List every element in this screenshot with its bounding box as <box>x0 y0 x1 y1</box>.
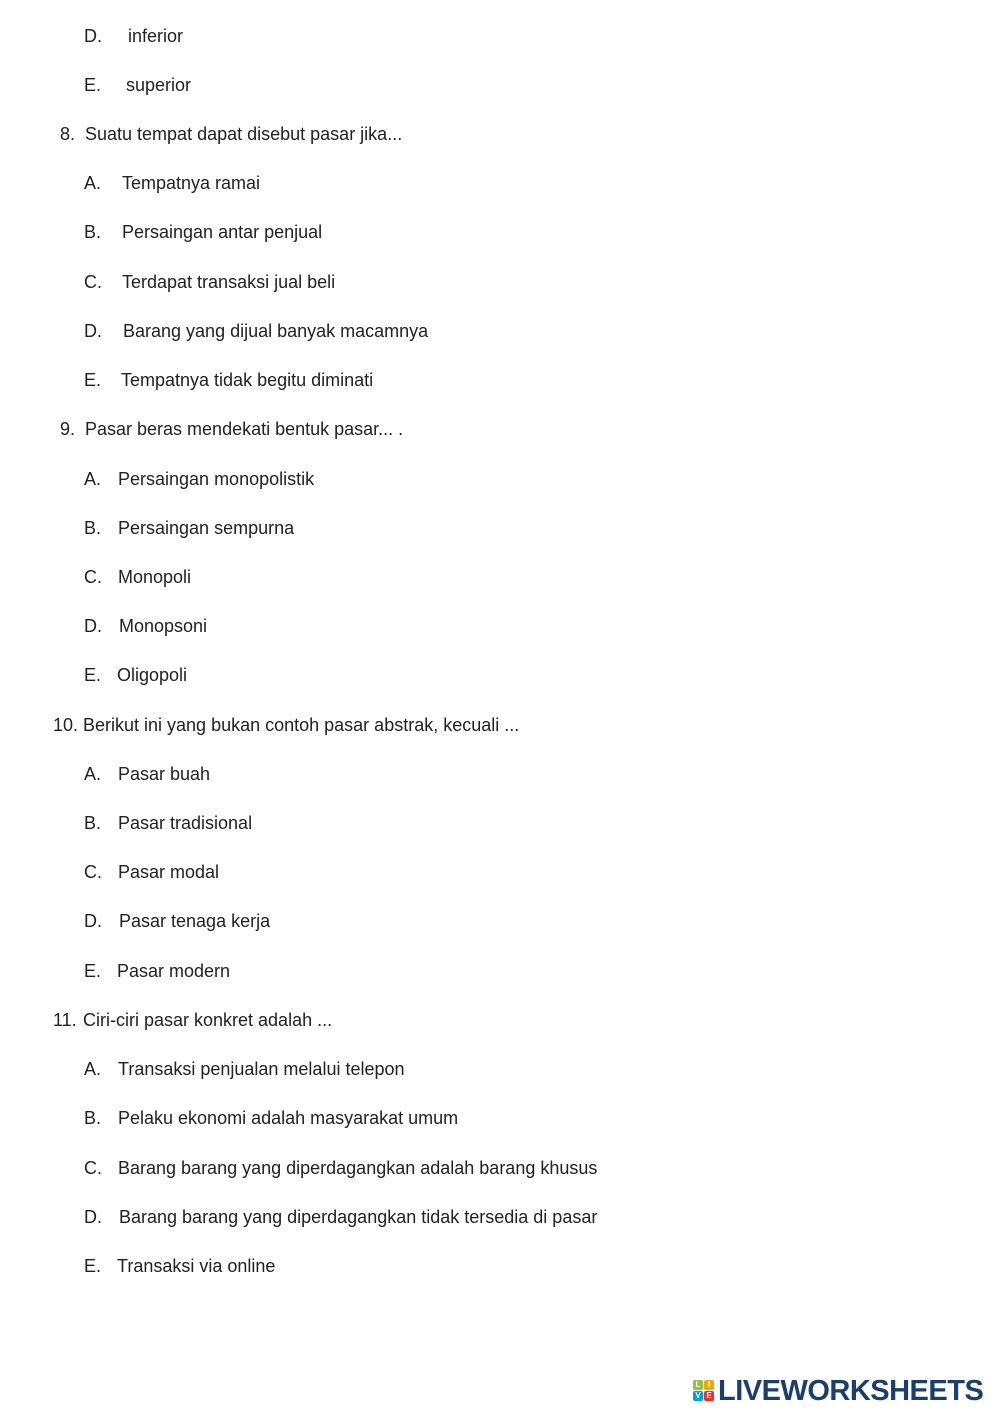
question-text: Pasar beras mendekati bentuk pasar... . <box>85 419 404 439</box>
option-label: A. <box>84 469 102 489</box>
option-text: Pasar tenaga kerja <box>119 911 271 931</box>
option-label: E. <box>84 370 102 390</box>
option-text: Monopoli <box>118 567 192 587</box>
option-label: D. <box>84 1207 102 1227</box>
option-text: Persaingan sempurna <box>118 518 295 538</box>
option-text: Tempatnya tidak begitu diminati <box>121 370 374 390</box>
option-label: C. <box>84 272 102 292</box>
option-text: Pasar tradisional <box>118 813 253 833</box>
liveworksheets-logo[interactable] <box>693 1374 983 1408</box>
option-text: Tempatnya ramai <box>122 173 261 193</box>
option-text: Barang yang dijual banyak macamnya <box>123 321 429 341</box>
option-text: Pasar modern <box>117 961 231 981</box>
liveworksheets-logo-text: LIVEWORKSHEETS <box>718 1374 984 1407</box>
option-label: D. <box>84 321 102 341</box>
option-label: A. <box>84 1059 102 1079</box>
option-text: Barang barang yang diperdagangkan tidak tersedia di pasar <box>119 1207 598 1227</box>
option-text: Transaksi penjualan melalui telepon <box>118 1059 405 1079</box>
option-label: B. <box>84 222 102 242</box>
option-text: Monopsoni <box>119 616 208 636</box>
option-text: Pasar modal <box>118 862 220 882</box>
question-number: 8. <box>60 124 76 144</box>
option-text: Pelaku ekonomi adalah masyarakat umum <box>118 1108 459 1128</box>
option-label: B. <box>84 813 102 833</box>
option-text: Persaingan antar penjual <box>122 222 323 242</box>
option-label: E. <box>84 1256 102 1276</box>
question-number: 11. <box>53 1010 77 1030</box>
option-label: A. <box>84 173 102 193</box>
option-text: Pasar buah <box>118 764 211 784</box>
question-text: Ciri-ciri pasar konkret adalah ... <box>83 1010 333 1030</box>
question-number: 10. <box>53 715 79 735</box>
option-text: superior <box>126 75 192 95</box>
option-label: E. <box>84 75 102 95</box>
option-text: inferior <box>128 26 184 46</box>
option-label: C. <box>84 862 102 882</box>
logo-square-v: V <box>693 1391 703 1401</box>
option-label: E. <box>84 961 102 981</box>
option-text: Terdapat transaksi jual beli <box>122 272 336 292</box>
option-text: Barang barang yang diperdagangkan adalah barang khusus <box>118 1158 598 1178</box>
option-label: C. <box>84 1158 102 1178</box>
logo-square-i: I <box>704 1380 714 1390</box>
option-label: A. <box>84 764 102 784</box>
logo-square-l: L <box>693 1380 703 1390</box>
option-text: Transaksi via online <box>117 1256 276 1276</box>
option-text: Persaingan monopolistik <box>118 469 315 489</box>
logo-square-e: E <box>704 1391 714 1401</box>
option-text: Oligopoli <box>117 665 188 685</box>
question-text: Suatu tempat dapat disebut pasar jika... <box>85 124 403 144</box>
option-label: B. <box>84 1108 102 1128</box>
option-label: D. <box>84 911 102 931</box>
option-label: E. <box>84 665 102 685</box>
question-number: 9. <box>60 419 76 439</box>
option-label: D. <box>84 26 102 46</box>
liveworksheets-logo-icon <box>693 1379 715 1403</box>
option-label: D. <box>84 616 102 636</box>
option-label: C. <box>84 567 102 587</box>
question-text: Berikut ini yang bukan contoh pasar abstrak, kecuali ... <box>83 715 520 735</box>
option-label: B. <box>84 518 102 538</box>
